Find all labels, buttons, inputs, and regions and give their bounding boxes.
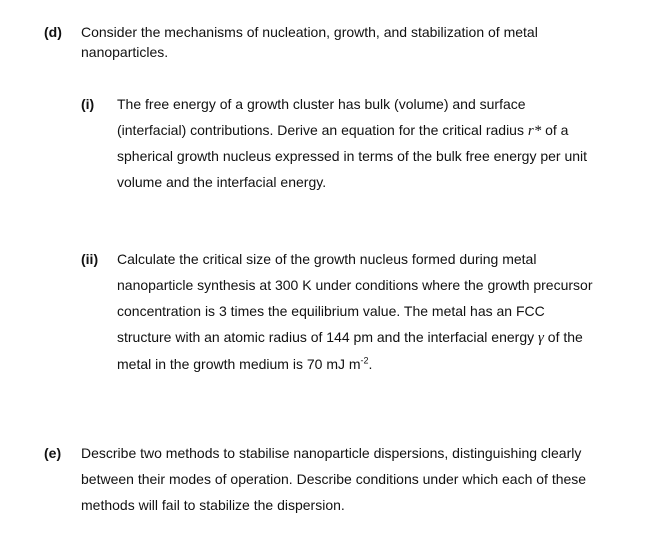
sub-i-line-2 (117, 122, 568, 140)
sub-i-line-2-post: of a (541, 122, 569, 138)
gamma-symbol: γ (538, 330, 544, 346)
part-e-label: (e) (44, 445, 62, 461)
sub-ii-line-3: concentration is 3 times the equilibrium value. The metal has an FCC (117, 303, 545, 319)
sub-ii-line-4-post: of the (543, 329, 583, 345)
part-e-line-2: between their modes of operation. Describe conditions under which each of these (81, 471, 587, 487)
sub-i-label: (i) (81, 96, 95, 112)
sub-i-line-1: The free energy of a growth cluster has bulk (volume) and surface (117, 96, 526, 112)
critical-radius-symbol: r* (527, 123, 542, 139)
part-d-line-2: nanoparticles. (81, 44, 169, 60)
sub-ii-line-1: Calculate the critical size of the growth nucleus formed during metal (117, 251, 537, 267)
sub-ii-label: (ii) (81, 251, 99, 267)
part-e-line-3: methods will fail to stabilize the dispersion. (81, 497, 345, 513)
part-d-line-1: Consider the mechanisms of nucleation, growth, and stabilization of metal (81, 24, 538, 40)
part-d-label: (d) (44, 24, 62, 40)
sub-i-line-3: spherical growth nucleus expressed in terms of the bulk free energy per unit (117, 148, 588, 164)
sub-i-line-2-pre: (interfacial) contributions. Derive an equation for the critical radius (117, 122, 528, 138)
unit-exponent: -2 (360, 355, 369, 366)
sub-ii-line-5-post: . (368, 356, 373, 372)
sub-ii-line-2: nanoparticle synthesis at 300 K under conditions where the growth precursor (117, 277, 593, 293)
sub-ii-line-5 (117, 356, 372, 372)
sub-ii-line-5-pre: metal in the growth medium is 70 mJ m (117, 356, 361, 372)
sub-ii-line-4-pre: structure with an atomic radius of 144 pm and the interfacial energy (117, 329, 538, 345)
sub-ii-line-4 (117, 329, 583, 347)
part-e-line-1: Describe two methods to stabilise nanoparticle dispersions, distinguishing clearly (81, 445, 582, 461)
sub-i-line-4: volume and the interfacial energy. (117, 174, 327, 190)
